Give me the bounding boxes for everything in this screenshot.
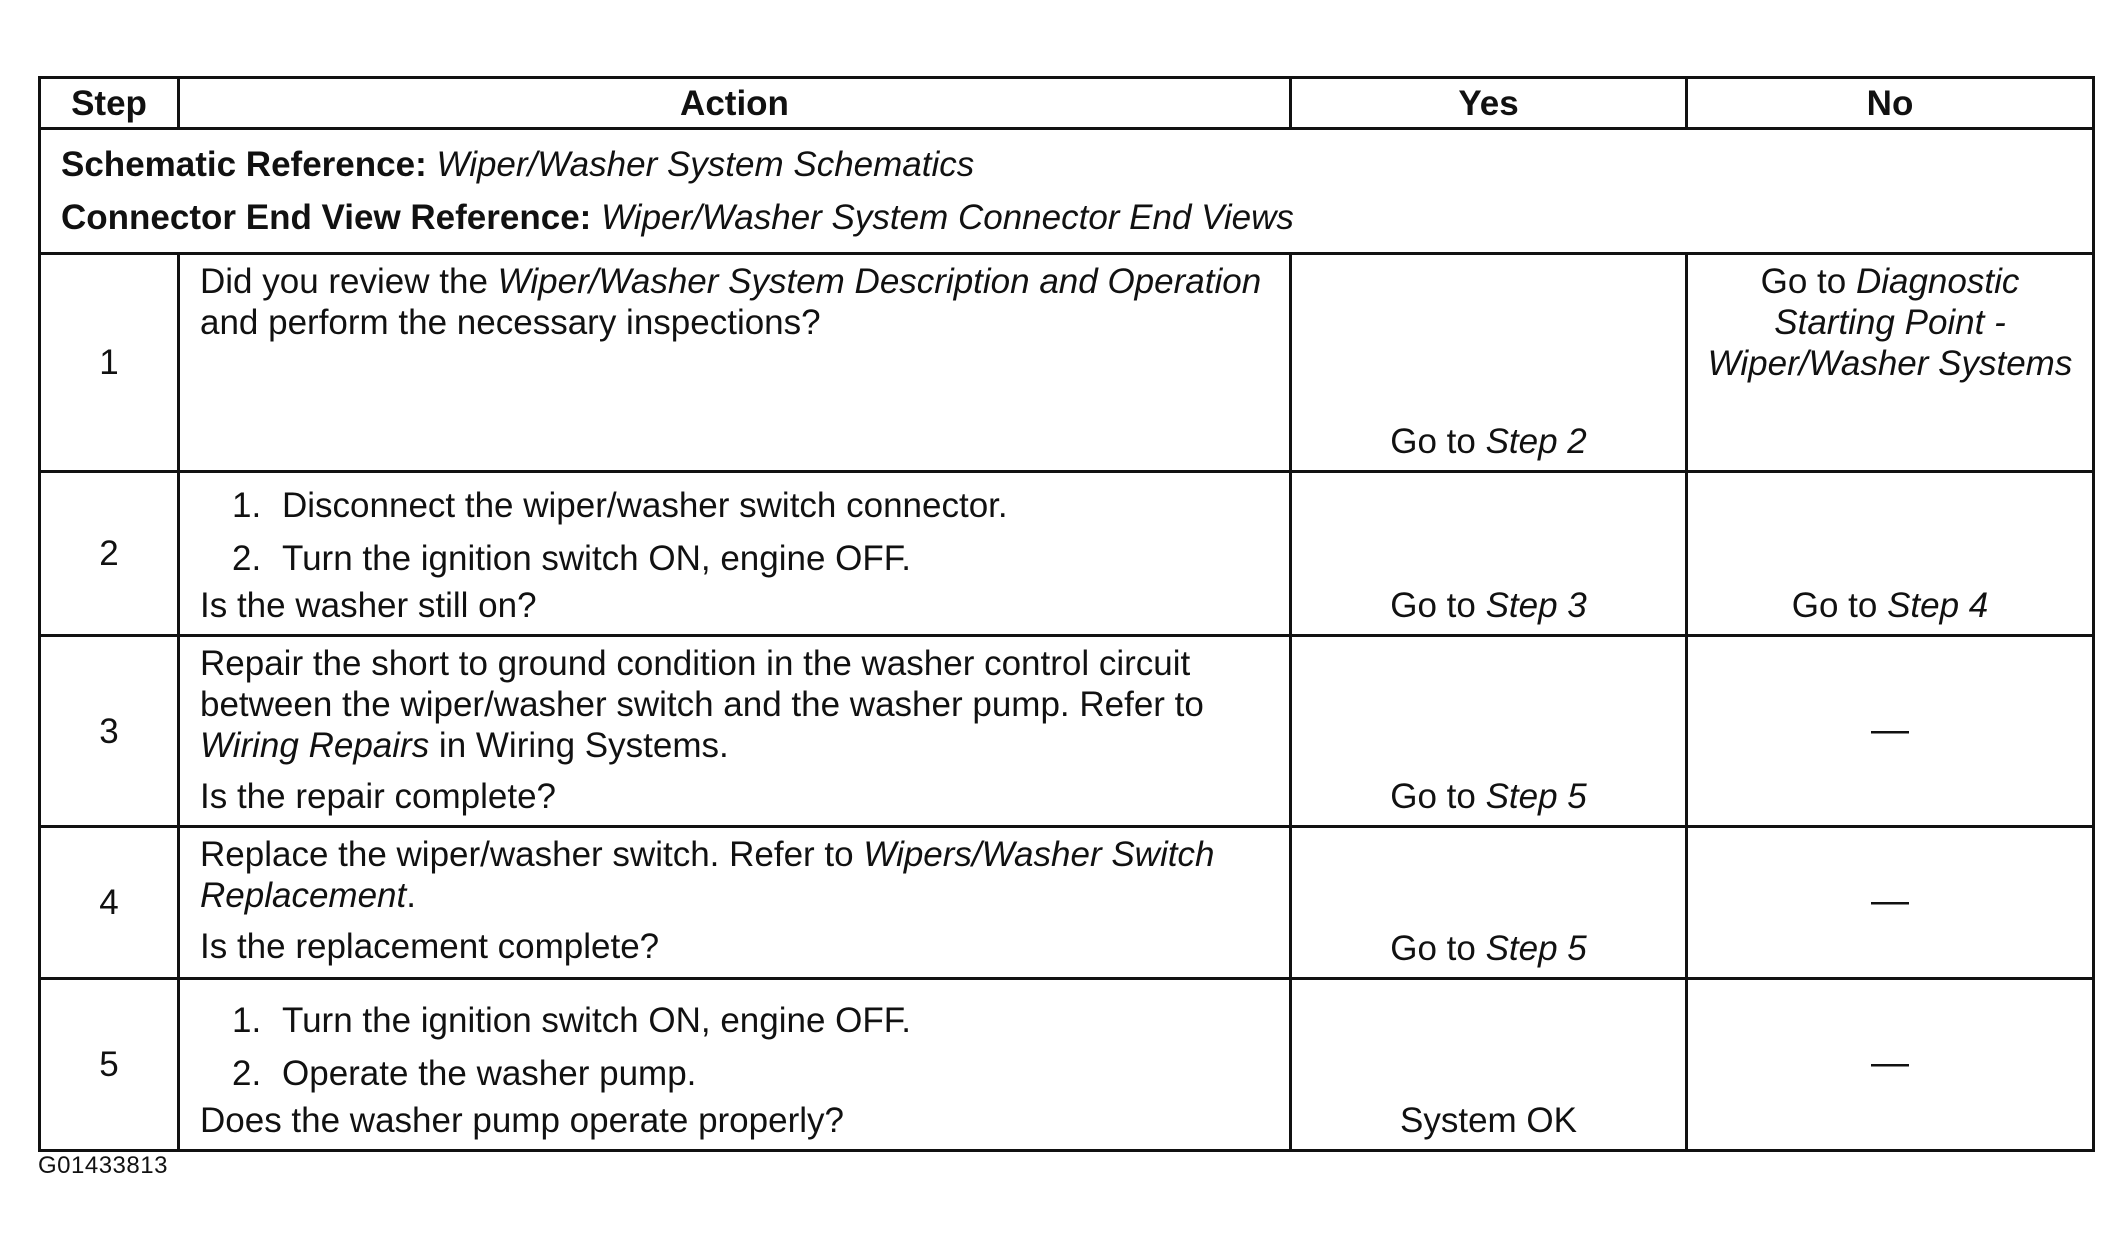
action-cell — [179, 636, 1291, 827]
yes-cell — [1291, 827, 1687, 979]
yes-cell: System OK — [1291, 979, 1687, 1151]
no-text: Go to — [1791, 586, 1888, 625]
header-row — [40, 78, 2094, 129]
diagnostic-table — [38, 76, 2095, 1152]
step-number: 5 — [40, 979, 179, 1151]
no-text: Go to — [1760, 262, 1856, 301]
action-paragraph — [200, 834, 1269, 916]
yes-text: Go to — [1390, 777, 1486, 816]
table-row — [40, 472, 2094, 636]
action-item — [200, 1047, 1269, 1100]
yes-cell — [1291, 636, 1687, 827]
header-action: Action — [179, 78, 1291, 129]
yes-cell — [1291, 254, 1687, 472]
item-number: 1. — [232, 1001, 262, 1040]
action-link[interactable]: Wiper/Washer System Description and Operation — [497, 262, 1262, 301]
no-cell — [1687, 472, 2094, 636]
schematic-reference-label: Schematic Reference: — [61, 145, 427, 184]
yes-text: Go to — [1390, 929, 1486, 968]
action-text: in Wiring Systems. — [429, 726, 729, 765]
step-number: 1 — [40, 254, 179, 472]
step-number: 3 — [40, 636, 179, 827]
action-text: and perform the necessary inspections? — [200, 303, 821, 342]
yes-text: Go to — [1390, 586, 1486, 625]
reference-cell — [40, 129, 2094, 254]
action-link[interactable]: Wiring Repairs — [200, 726, 430, 765]
item-number: 2. — [232, 539, 262, 578]
header-yes: Yes — [1291, 78, 1687, 129]
no-cell — [1687, 254, 2094, 472]
connector-reference-link[interactable]: Wiper/Washer System Connector End Views — [601, 198, 1294, 237]
reference-row — [40, 129, 2094, 254]
action-cell — [179, 979, 1291, 1151]
action-cell — [179, 827, 1291, 979]
action-text: Did you review the — [200, 262, 498, 301]
step-number: 4 — [40, 827, 179, 979]
action-link[interactable]: Wipers/Washer Switch Replacement — [200, 835, 1215, 915]
yes-cell — [1291, 472, 1687, 636]
diagnostic-table-container — [38, 76, 2092, 1152]
action-paragraph — [200, 643, 1269, 766]
schematic-reference-link[interactable]: Wiper/Washer System Schematics — [436, 145, 975, 184]
item-text: Operate the washer pump. — [282, 1054, 697, 1093]
step-number: 2 — [40, 472, 179, 636]
no-cell: — — [1687, 979, 2094, 1151]
item-text: Turn the ignition switch ON, engine OFF. — [282, 539, 911, 578]
header-no: No — [1687, 78, 2094, 129]
action-question: Is the replacement complete? — [200, 927, 660, 966]
action-text: Repair the short to ground condition in the washer control circuit between the wiper/washer switch and the washer pump. Refer to — [200, 644, 1204, 724]
table-row — [40, 979, 2094, 1151]
yes-link[interactable]: Step 2 — [1485, 422, 1587, 461]
yes-text: Go to — [1390, 422, 1486, 461]
no-link[interactable]: Step 4 — [1887, 586, 1989, 625]
no-cell: — — [1687, 827, 2094, 979]
action-question: Is the washer still on? — [200, 586, 537, 625]
item-number: 1. — [232, 486, 262, 525]
action-text: Replace the wiper/washer switch. Refer to — [200, 835, 864, 874]
item-text: Disconnect the wiper/washer switch connector. — [282, 486, 1008, 525]
connector-reference — [61, 191, 2072, 244]
item-number: 2. — [232, 1054, 262, 1093]
schematic-reference — [61, 138, 2072, 191]
table-row — [40, 636, 2094, 827]
no-link[interactable]: Diagnostic Starting Point - Wiper/Washer Systems — [1707, 262, 2073, 383]
table-row — [40, 254, 2094, 472]
action-item — [200, 994, 1269, 1047]
action-cell — [179, 472, 1291, 636]
connector-reference-label: Connector End View Reference: — [61, 198, 592, 237]
figure-id: G01433813 — [38, 1152, 168, 1179]
action-cell — [179, 254, 1291, 472]
header-step: Step — [40, 78, 179, 129]
action-text: . — [406, 876, 416, 915]
no-cell: — — [1687, 636, 2094, 827]
action-item — [200, 532, 1269, 585]
action-item — [200, 479, 1269, 532]
item-text: Turn the ignition switch ON, engine OFF. — [282, 1001, 911, 1040]
table-row — [40, 827, 2094, 979]
yes-link[interactable]: Step 3 — [1485, 586, 1587, 625]
yes-link[interactable]: Step 5 — [1485, 929, 1587, 968]
yes-link[interactable]: Step 5 — [1485, 777, 1587, 816]
action-question: Does the washer pump operate properly? — [200, 1101, 844, 1140]
action-question: Is the repair complete? — [200, 777, 557, 816]
